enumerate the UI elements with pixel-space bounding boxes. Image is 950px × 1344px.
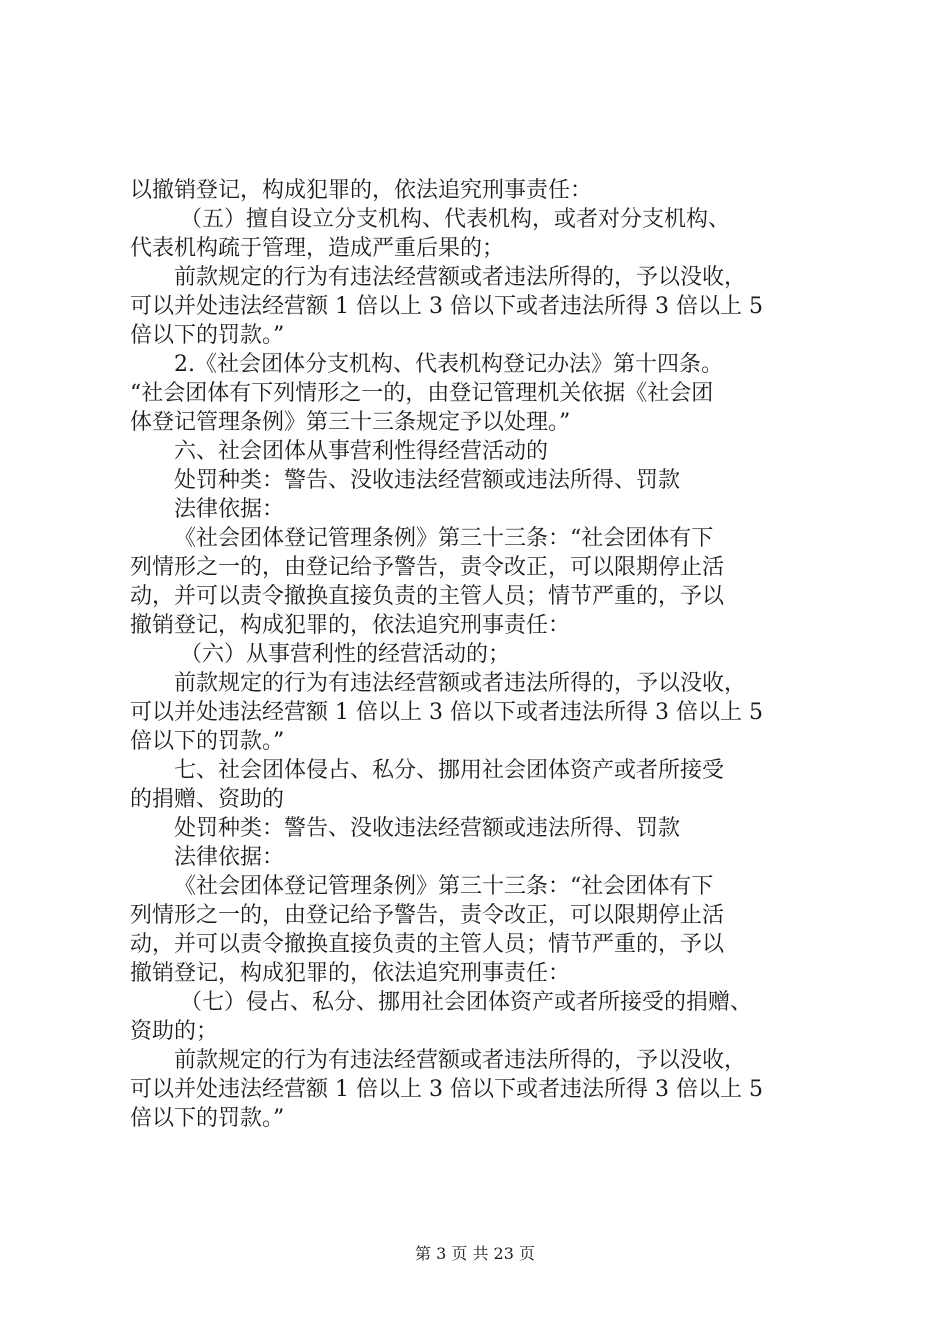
text-line: 可以并处违法经营额 1 倍以上 3 倍以下或者违法所得 3 倍以上 5: [130, 700, 763, 725]
text-line: 撤销登记，构成犯罪的，依法追究刑事责任：: [130, 613, 571, 638]
text-line: 列情形之一的，由登记给予警告，责令改正，可以限期停止活: [130, 555, 725, 580]
text-line: 代表机构疏于管理，造成严重后果的；: [130, 236, 505, 261]
text-line: 处罚种类：警告、没收违法经营额或违法所得、罚款: [174, 468, 681, 493]
document-body: [130, 176, 830, 1133]
text-line: 可以并处违法经营额 1 倍以上 3 倍以下或者违法所得 3 倍以上 5: [130, 294, 763, 319]
text-line: 前款规定的行为有违法经营额或者违法所得的，予以没收，: [174, 671, 747, 696]
text-line: 2.《社会团体分支机构、代表机构登记办法》第十四条。: [174, 352, 723, 377]
text-line: 的捐赠、资助的: [130, 787, 285, 812]
text-line: 法律依据：: [174, 497, 285, 522]
text-line: 动，并可以责令撤换直接负责的主管人员；情节严重的，予以: [130, 932, 725, 957]
text-line: 撤销登记，构成犯罪的，依法追究刑事责任：: [130, 961, 571, 986]
text-line: （五）擅自设立分支机构、代表机构，或者对分支机构、: [180, 207, 731, 232]
text-line: 体登记管理条例》第三十三条规定予以处理。”: [130, 410, 571, 435]
text-line: （七）侵占、私分、挪用社会团体资产或者所接受的捐赠、: [180, 990, 753, 1015]
text-line: 倍以下的罚款。”: [130, 1106, 285, 1131]
page-number-footer: 第 3 页 共 23 页: [415, 1244, 535, 1263]
text-line: 倍以下的罚款。”: [130, 323, 285, 348]
text-line: 《社会团体登记管理条例》第三十三条：“社会团体有下: [174, 526, 714, 551]
text-line: 可以并处违法经营额 1 倍以上 3 倍以下或者违法所得 3 倍以上 5: [130, 1077, 763, 1102]
text-line: 资助的；: [130, 1019, 219, 1044]
text-line: 《社会团体登记管理条例》第三十三条：“社会团体有下: [174, 874, 714, 899]
section-heading: 六、社会团体从事营利性得经营活动的: [174, 439, 549, 464]
text-line: 列情形之一的，由登记给予警告，责令改正，可以限期停止活: [130, 903, 725, 928]
text-line: 动，并可以责令撤换直接负责的主管人员；情节严重的，予以: [130, 584, 725, 609]
text-line: （六）从事营利性的经营活动的；: [180, 642, 511, 667]
text-line: 处罚种类：警告、没收违法经营额或违法所得、罚款: [174, 816, 681, 841]
text-line: 前款规定的行为有违法经营额或者违法所得的，予以没收，: [174, 1048, 747, 1073]
text-line: “社会团体有下列情形之一的，由登记管理机关依据《社会团: [130, 381, 714, 406]
text-line: 法律依据：: [174, 845, 285, 870]
section-heading: 七、社会团体侵占、私分、挪用社会团体资产或者所接受: [174, 758, 725, 783]
text-line: 前款规定的行为有违法经营额或者违法所得的，予以没收，: [174, 265, 747, 290]
text-line: 以撤销登记，构成犯罪的，依法追究刑事责任：: [130, 178, 593, 203]
text-line: 倍以下的罚款。”: [130, 729, 285, 754]
